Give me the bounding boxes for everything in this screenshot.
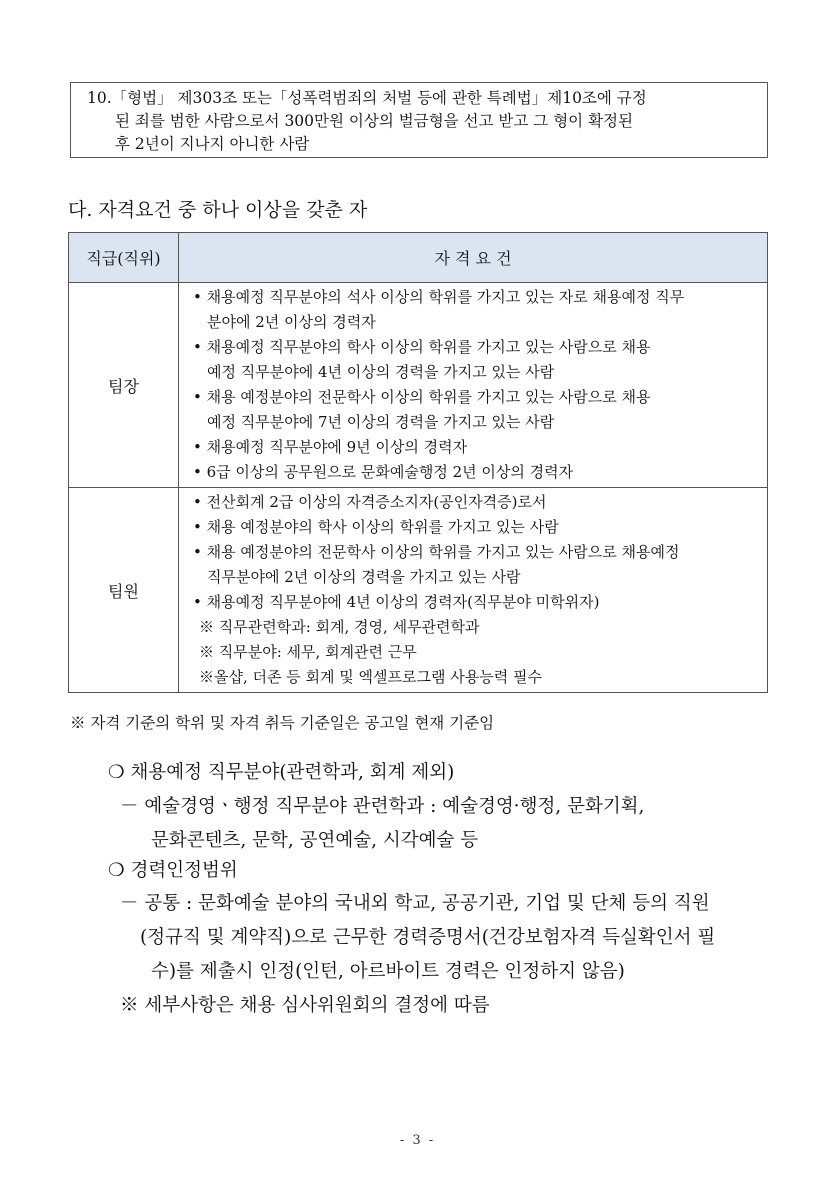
field-heading: ❍ 채용예정 직무분야(관련학과, 회계 제외) (108, 762, 455, 783)
requirement-line: • 채용예정 직무분야의 학사 이상의 학위를 가지고 있는 사람으로 채용 (193, 338, 651, 356)
disqualification-line: 된 죄를 범한 사람으로서 300만원 이상의 벌금형을 선고 받고 그 형이 확정된 (115, 112, 634, 130)
header-requirements: 자 격 요 건 (179, 233, 768, 283)
qualification-table (68, 232, 768, 693)
disqualification-line: 후 2년이 지나지 아니한 사람 (115, 135, 310, 153)
section-title: 다. 자격요건 중 하나 이상을 갖춘 자 (68, 199, 368, 221)
requirements-cell (179, 283, 768, 488)
requirement-line: • 채용예정 직무분야의 석사 이상의 학위를 가지고 있는 자로 채용예정 직무 (193, 288, 685, 306)
final-note: ※ 세부사항은 채용 심사위원회의 결정에 따름 (120, 995, 490, 1016)
table-row (69, 488, 768, 693)
career-heading: ❍ 경력인정범위 (108, 860, 238, 881)
disqualification-box (70, 82, 768, 158)
criteria-note: ※ 자격 기준의 학위 및 자격 취득 기준일은 공고일 현재 기준임 (70, 714, 495, 732)
career-line: 수)를 제출시 인정(인턴, 아르바이트 경력은 인정하지 않음) (151, 961, 625, 982)
requirement-line: 분야에 2년 이상의 경력자 (207, 313, 376, 331)
table-row (69, 283, 768, 488)
requirement-line: • 전산회계 2급 이상의 자격증소지자(공인자격증)로서 (193, 493, 547, 511)
requirement-line: • 6급 이상의 공무원으로 문화예술행정 2년 이상의 경력자 (193, 463, 574, 481)
page-number: - 3 - (399, 1133, 436, 1148)
header-rank: 직급(직위) (69, 233, 179, 283)
requirement-line: • 채용 예정분야의 학사 이상의 학위를 가지고 있는 사람 (193, 518, 559, 536)
requirement-note: ※ 직무분야: 세무, 회계관련 근무 (199, 643, 417, 661)
field-line: － 예술경영ㆍ행정 직무분야 관련학과 : 예술경영·행정, 문화기획, (120, 796, 645, 817)
requirement-line: • 채용 예정분야의 전문학사 이상의 학위를 가지고 있는 사람으로 채용예정 (193, 543, 680, 561)
requirement-note: ※올샵, 더존 등 회계 및 엑셀프로그램 사용능력 필수 (199, 668, 542, 686)
requirement-line: • 채용예정 직무분야에 4년 이상의 경력자(직무분야 미학위자) (193, 593, 600, 611)
requirement-line: 예정 직무분야에 4년 이상의 경력을 가지고 있는 사람 (207, 363, 555, 381)
requirement-line: • 채용예정 직무분야에 9년 이상의 경력자 (193, 438, 468, 456)
requirement-note: ※ 직무관련학과: 회계, 경영, 세무관련학과 (199, 618, 480, 636)
field-line: 문화콘텐츠, 문학, 공연예술, 시각예술 등 (151, 830, 479, 851)
rank-cell: 팀원 (69, 488, 179, 693)
disqualification-line: 10.「형법」 제303조 또는「성폭력범죄의 처벌 등에 관한 특례법」제10조에 규정 (87, 89, 647, 107)
requirement-line: • 채용 예정분야의 전문학사 이상의 학위를 가지고 있는 사람으로 채용 (193, 388, 651, 406)
requirement-line: 예정 직무분야에 7년 이상의 경력을 가지고 있는 사람 (207, 413, 555, 431)
career-line: (정규직 및 계약직)으로 근무한 경력증명서(건강보험자격 득실확인서 필 (140, 927, 716, 948)
career-line: － 공통 : 문화예술 분야의 국내외 학교, 공공기관, 기업 및 단체 등의 직원 (120, 893, 710, 914)
requirement-line: 직무분야에 2년 이상의 경력을 가지고 있는 사람 (207, 568, 521, 586)
requirements-cell (179, 488, 768, 693)
rank-cell: 팀장 (69, 283, 179, 488)
table-header-row (69, 233, 768, 283)
